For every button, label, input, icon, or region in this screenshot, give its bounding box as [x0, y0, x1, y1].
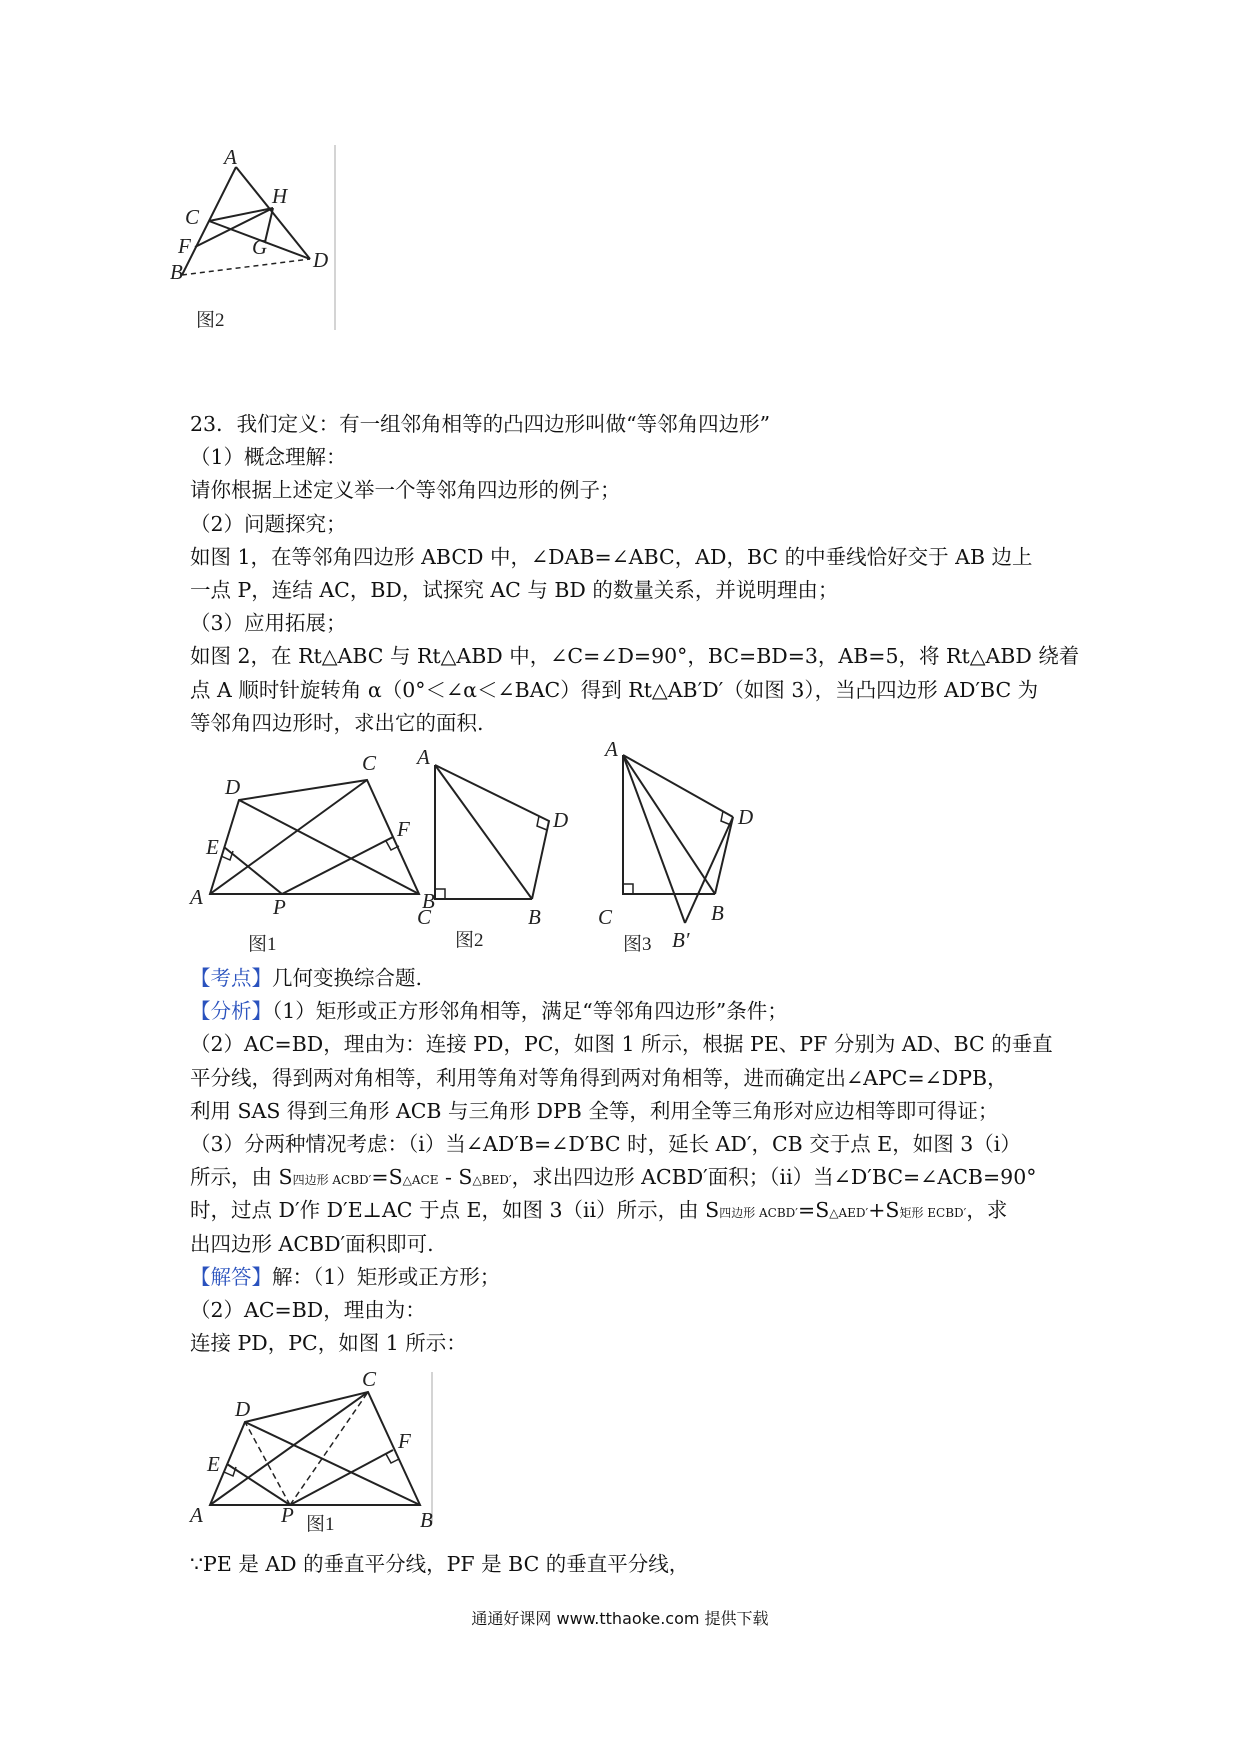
segment-AB	[435, 765, 532, 899]
label-H: H	[272, 184, 288, 208]
label-A: A	[190, 1503, 203, 1527]
figure-top-triangle	[170, 145, 370, 375]
label-E: E	[207, 1452, 220, 1476]
jieda-tag: 【解答】	[190, 1264, 272, 1289]
question-line: 等邻角四边形时，求出它的面积.	[190, 710, 484, 735]
subscript: 四边形 ACBD′	[292, 1173, 372, 1188]
figure-2	[435, 765, 549, 899]
label-B: B	[170, 260, 183, 284]
answer-line: （2）AC=BD，理由为：连接 PD，PC，如图 1 所示，根据 PE、PF 分别为 AD、BC 的垂直	[190, 1032, 1053, 1057]
text-part: ，求出四边形 ACBD′面积；（ii）当∠D′BC=∠ACB=90°	[511, 1165, 1037, 1190]
label-P: P	[281, 1503, 294, 1527]
figure-bottom-svg	[185, 1367, 445, 1552]
jieda-text: 解：（1）矩形或正方形；	[272, 1264, 501, 1289]
question-line: 如图 1，在等邻角四边形 ABCD 中，∠DAB=∠ABC，AD，BC 的中垂线恰好交于 AB 边上	[190, 544, 1033, 569]
text-part: +S	[868, 1198, 900, 1223]
page-footer: 通通好课网 www.tthaoke.com 提供下载	[471, 1609, 769, 1628]
question-23	[190, 408, 1080, 740]
label-D: D	[235, 1397, 251, 1421]
segment-BprimeD	[685, 817, 733, 923]
fig2-caption: 图2	[455, 930, 484, 951]
subscript: 矩形 ECBD′	[899, 1206, 967, 1221]
fenxi-text: （1）矩形或正方形邻角相等，满足“等邻角四边形”条件；	[272, 999, 788, 1024]
fig1-label-P: P	[273, 895, 286, 919]
answer-line: （3）分两种情况考虑：（i）当∠AD′B=∠D′BC 时，延长 AD′，CB 交于点 E，如图 3（i）	[190, 1131, 1021, 1156]
question-line: （3）应用拓展；	[190, 611, 347, 636]
figure-3	[623, 755, 733, 923]
text-part: 所示，由 S	[190, 1165, 293, 1190]
question-line: 如图 2，在 Rt△ABC 与 Rt△ABD 中，∠C=∠D=90°，BC=BD=3，AB=5，将 Rt△ABD 绕着	[190, 644, 1080, 669]
figure-caption: 图2	[196, 310, 225, 331]
subscript: △AED′	[829, 1206, 869, 1221]
kaodian-line	[190, 962, 1070, 995]
fig2-label-C: C	[417, 905, 432, 929]
label-F: F	[178, 234, 191, 258]
segment-AD	[623, 755, 733, 817]
figure-row	[185, 737, 885, 970]
segment-AB	[623, 755, 715, 894]
fig3-label-Bprime: B′	[672, 928, 690, 952]
fig1-label-B: B	[422, 889, 435, 913]
text-part: ，求	[966, 1198, 1008, 1223]
answer-line: 连接 PD，PC，如图 1 所示：	[190, 1331, 467, 1356]
figure-row-svg	[185, 737, 885, 970]
jieda-line	[190, 1261, 1070, 1294]
answer-line: 出四边形 ACBD′面积即可.	[190, 1231, 434, 1256]
segment-DB	[715, 817, 733, 894]
fig2-label-B: B	[528, 905, 541, 929]
figure-caption: 图1	[306, 1514, 335, 1535]
segment-ADB	[435, 765, 549, 899]
figure-1	[210, 780, 419, 894]
segment-PF	[282, 837, 393, 894]
question-line: （2）问题探究；	[190, 511, 347, 536]
label-D: D	[313, 248, 329, 272]
fig1-label-A: A	[190, 885, 203, 909]
label-A: A	[224, 145, 237, 169]
subscript: 四边形 ACBD′	[719, 1206, 799, 1221]
answer-line	[190, 1194, 1070, 1227]
text-part: =S	[371, 1165, 403, 1190]
fig2-label-D: D	[553, 808, 569, 832]
question-line: （1）概念理解：	[190, 445, 347, 470]
right-angle-C	[623, 884, 633, 894]
figure-bottom	[185, 1367, 445, 1552]
label-C: C	[185, 205, 200, 229]
answer-line: 平分线，得到两对角相等，利用等角对等角得到两对角相等，进而确定出∠APC=∠DPB，	[190, 1065, 1008, 1090]
answer-line	[190, 1161, 1070, 1194]
subscript: △BED′	[472, 1173, 512, 1188]
label-B: B	[420, 1508, 433, 1532]
fig1-label-C: C	[362, 751, 377, 775]
text-part: =S	[798, 1198, 830, 1223]
label-G: G	[252, 235, 268, 259]
figure-top-svg	[170, 145, 370, 375]
subscript: △ACE	[402, 1173, 439, 1188]
kaodian-tag: 【考点】	[190, 966, 272, 990]
question-line: 23．我们定义：有一组邻角相等的凸四边形叫做“等邻角四边形”	[190, 412, 771, 436]
fig3-label-D: D	[738, 805, 754, 829]
question-line: 一点 P，连结 AC，BD，试探究 AC 与 BD 的数量关系，并说明理由；	[190, 577, 839, 602]
fig1-label-F: F	[397, 817, 410, 841]
right-angle-C	[435, 889, 445, 899]
label-C: C	[362, 1367, 377, 1391]
answer-line: ∵PE 是 AD 的垂直平分线，PF 是 BC 的垂直平分线，	[190, 1552, 690, 1576]
fenxi-tag: 【分析】	[190, 999, 272, 1024]
fig3-label-A: A	[605, 737, 618, 761]
kaodian-text: 几何变换综合题.	[272, 966, 423, 990]
segment-CH	[209, 208, 273, 221]
fenxi-line	[190, 995, 1070, 1028]
label-F: F	[398, 1429, 411, 1453]
segment-ABprime	[623, 755, 685, 923]
last-line-block	[190, 1548, 1070, 1581]
segment-BD-dashed	[182, 259, 310, 275]
fig2-label-A: A	[417, 745, 430, 769]
fig1-label-D: D	[225, 775, 241, 799]
answer-line: （2）AC=BD，理由为：	[190, 1297, 426, 1322]
answer-section	[190, 962, 1070, 1360]
fig3-caption: 图3	[623, 934, 652, 955]
question-line: 请你根据上述定义举一个等邻角四边形的例子；	[190, 478, 621, 503]
answer-line: 利用 SAS 得到三角形 ACB 与三角形 DPB 全等，利用全等三角形对应边相等即可得证；	[190, 1098, 999, 1123]
text-part: 时，过点 D′作 D′E⊥AC 于点 E，如图 3（ii）所示，由 S	[190, 1198, 720, 1223]
fig1-label-E: E	[206, 835, 219, 859]
fig1-caption: 图1	[248, 934, 277, 955]
fig3-label-C: C	[598, 905, 613, 929]
fig3-label-B: B	[711, 901, 724, 925]
segment-PF	[290, 1450, 393, 1505]
text-part: - S	[438, 1165, 473, 1190]
question-line: 点 A 顺时针旋转角 α（0°＜∠α＜∠BAC）得到 Rt△AB′D′（如图 3），当凸四边形 AD′BC 为	[190, 677, 1039, 702]
